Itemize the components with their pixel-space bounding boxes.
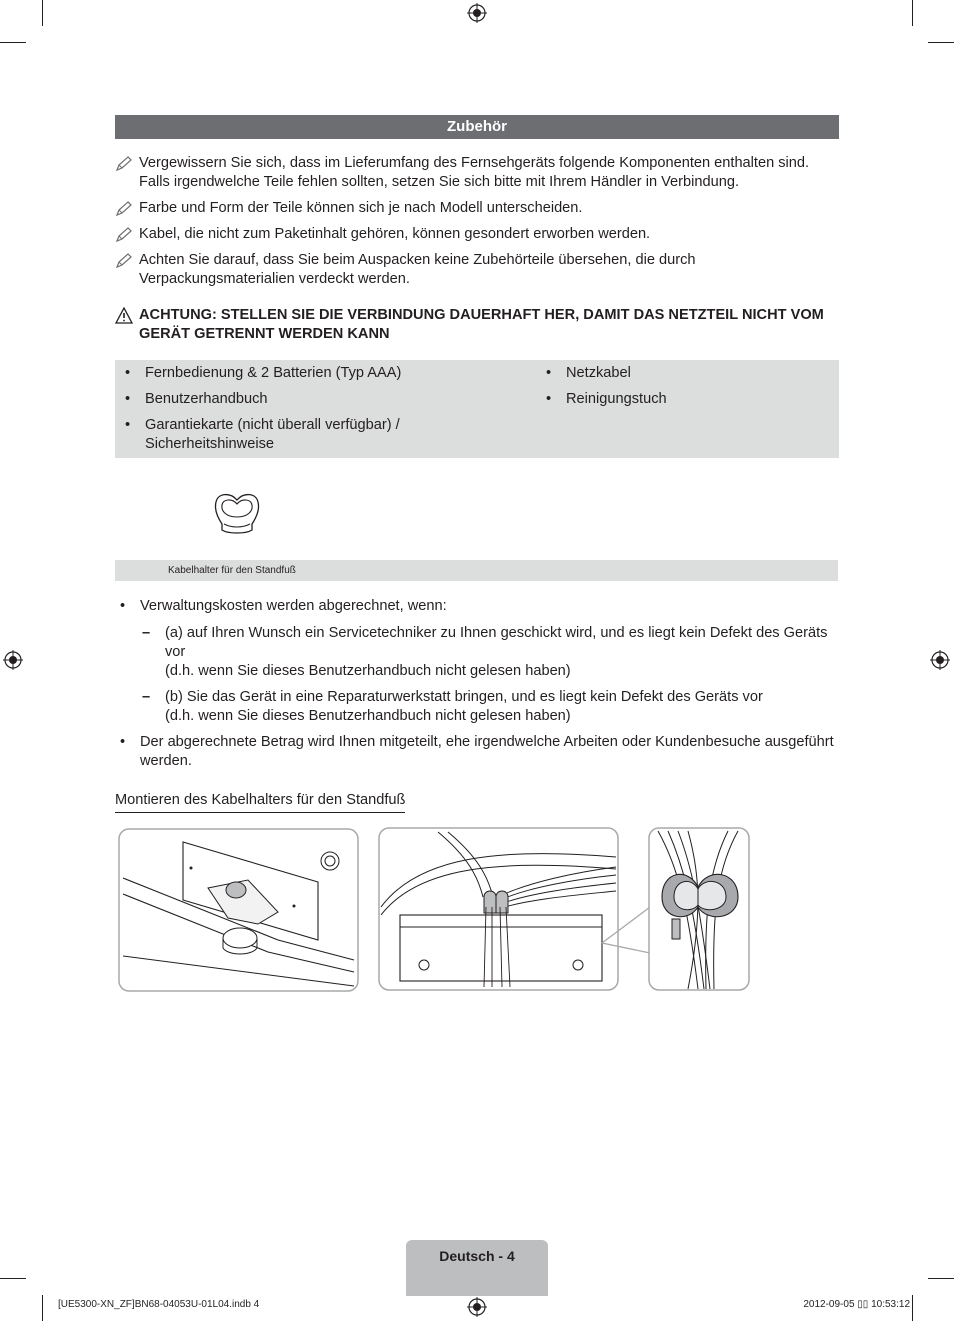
fees-sub-a <box>115 624 835 681</box>
list-item: • Fernbedienung & 2 Batterien (Typ AAA) <box>115 364 445 383</box>
section-title: Zubehör <box>115 115 839 139</box>
note-text: Kabel, die nicht zum Paketinhalt gehören, können gesondert erworben werden. <box>139 226 651 242</box>
note-text: Farbe und Form der Teile können sich je nach Modell unterscheiden. <box>139 200 583 216</box>
cable-holder-illustration <box>212 490 262 538</box>
note-text: Achten Sie darauf, dass Sie beim Auspacken keine Zubehörteile übersehen, die durch Verpackungsmaterialien verdeckt werden. <box>139 252 696 287</box>
fees-sub-b <box>115 688 835 726</box>
fees-final: • Der abgerechnete Betrag wird Ihnen mitgeteilt, ehe irgendwelche Arbeiten oder Kundenbesuche ausgeführt werden. <box>115 733 835 771</box>
warning-text: ACHTUNG: STELLEN SIE DIE VERBINDUNG DAUERHAFT HER, DAMIT DAS NETZTEIL NICHT VOM GERÄT GETRENNT WERDEN KANN <box>139 307 824 342</box>
fees-sub-b-note: (d.h. wenn Sie dieses Benutzerhandbuch nicht gelesen haben) <box>165 708 571 724</box>
cable-holder-caption: Kabelhalter für den Standfuß <box>168 565 296 576</box>
assembly-heading: Montieren des Kabelhalters für den Standfuß <box>115 791 405 813</box>
note-item <box>115 251 835 289</box>
dash-marker: – <box>142 689 151 705</box>
fees-sub-b-text: (b) Sie das Gerät in eine Reparaturwerkstatt bringen, und es liegt kein Defekt des Geräts vor <box>165 689 763 705</box>
pencil-note-icon <box>115 227 133 243</box>
fees-sub-a-text: (a) auf Ihren Wunsch ein Servicetechniker zu Ihnen geschickt wird, und es liegt kein Defekt des Geräts vor <box>165 625 828 660</box>
crop-mark <box>928 42 954 43</box>
fees-intro: • Verwaltungskosten werden abgerechnet, wenn: <box>115 597 835 616</box>
fees-section <box>115 597 835 779</box>
crop-mark <box>928 1278 954 1279</box>
note-item <box>115 225 835 244</box>
crop-mark <box>42 1295 43 1321</box>
print-slug-left: [UE5300-XN_ZF]BN68-04053U-01L04.indb 4 <box>58 1299 260 1310</box>
crop-mark <box>912 1295 913 1321</box>
list-item: • Benutzerhandbuch <box>115 390 445 409</box>
list-item: • Netzkabel <box>536 364 836 383</box>
list-item: • Garantiekarte (nicht überall verfügbar) / Sicherheitshinweise <box>115 416 445 454</box>
registration-mark-icon <box>467 3 487 23</box>
registration-mark-icon <box>3 650 23 670</box>
crop-mark <box>42 0 43 26</box>
assembly-step-1-illustration <box>118 828 360 994</box>
accessories-left-column <box>115 364 445 461</box>
assembly-detail-illustration <box>648 827 752 993</box>
page-number-tab: Deutsch - 4 <box>406 1240 548 1296</box>
accessories-right-column <box>536 364 836 416</box>
warning-triangle-icon <box>115 307 133 324</box>
note-item <box>115 154 835 192</box>
fees-sub-a-note: (d.h. wenn Sie dieses Benutzerhandbuch nicht gelesen haben) <box>165 663 571 679</box>
note-item <box>115 199 835 218</box>
pencil-note-icon <box>115 253 133 269</box>
registration-mark-icon <box>467 1297 487 1317</box>
detail-connector-lines <box>598 905 652 955</box>
registration-mark-icon <box>930 650 950 670</box>
crop-mark <box>912 0 913 26</box>
print-slug-right: 2012-09-05 ▯▯ 10:53:12 <box>803 1299 910 1310</box>
list-item: • Reinigungstuch <box>536 390 836 409</box>
dash-marker: – <box>142 625 151 641</box>
warning-notice <box>115 306 839 344</box>
crop-mark <box>0 1278 26 1279</box>
note-text: Vergewissern Sie sich, dass im Lieferumfang des Fernsehgeräts folgende Komponenten enthalten sind. Falls irgendwelche Teile fehlen sollten, setzen Sie sich bitte mit Ihrem Händler in Verbindung. <box>139 155 810 190</box>
assembly-step-2-illustration <box>378 827 620 993</box>
pencil-note-icon <box>115 156 133 172</box>
pencil-note-icon <box>115 201 133 217</box>
crop-mark <box>0 42 26 43</box>
cable-holder-caption-strip <box>115 560 838 581</box>
accessories-list <box>115 360 839 458</box>
